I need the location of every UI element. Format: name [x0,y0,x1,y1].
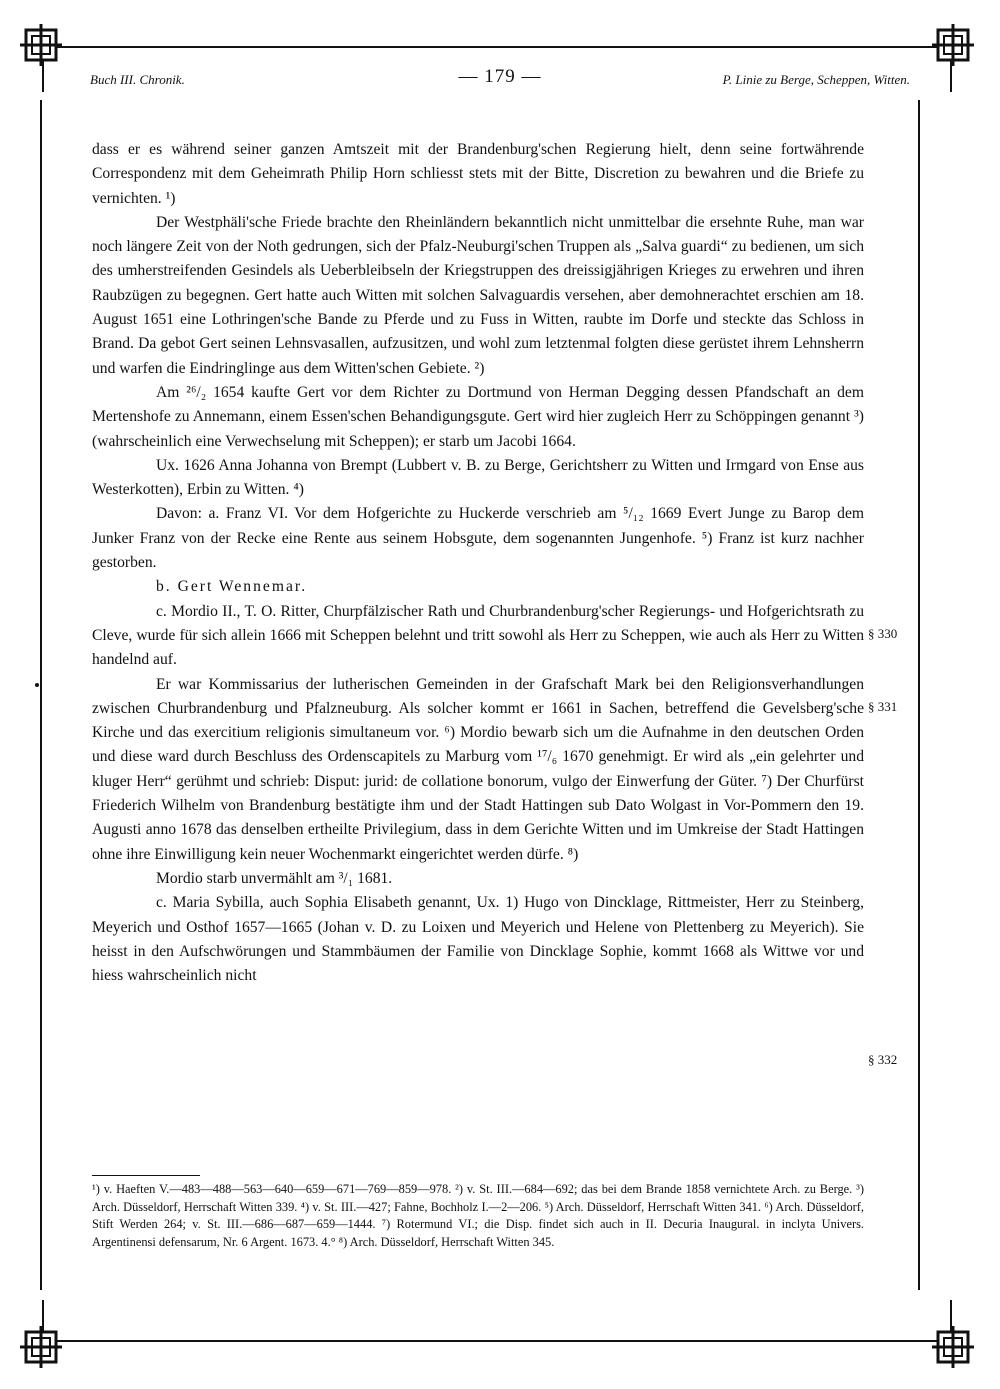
footnote-text: ¹) v. Haeften V.—483—488—563—640—659—671—769—859—978. ²) v. St. III.—684—692; das bei dem Brande 1858 vernichtete Arch. zu Berge. ³) Arch. Düsseldorf, Herrschaft Witten 339. ⁴) v. St. III.—427; Fahne, Bochholz I.—2—206. ⁵) Arch. Düsseldorf, Herrschaft Witten 341. ⁶) Arch. Düsseldorf, Stift Werden 264; v. St. III.—686—687—659—1444. ⁷) Rotermund VI.; die Disp. findet sich auch in II. Decuria Inaugural. in inclyta Univers. Argentinensi defensarum, Nr. 6 Argent. 1673. 4.° ⁸) Arch. Düsseldorf, Herrschaft Witten 345. [92,1182,864,1249]
frame-top-line [80,46,920,48]
frame-bottom-line [80,1340,920,1342]
page-number: — 179 — [458,66,542,87]
paragraph: Davon: a. Franz VI. Vor dem Hofgerichte zu Huckerde verschrieb am ⁵/₁₂ 1669 Evert Junge zu Barop dem Junker Franz von der Recke eine Rente aus seinem Hobsgute, dem sogenannten Jungenhofe. ⁵) Franz ist kurz nachher gestorben. [92,505,864,572]
footnote-rule [92,1175,200,1176]
running-header [90,66,910,90]
paragraph: Der Westphäli'sche Friede brachte den Rheinländern bekanntlich nicht unmittelbar die ersehnte Ruhe, man war noch längere Zeit von der Noth gedrungen, sich der Pfalz-Neuburgi'schen Truppen als „Salva guardi“ zu bedienen, um sich des umherstreifenden Gesindels als Ueberbleibseln der Kriegstruppen des dreissigjährigen Krieges zu erwehren und ihren Raubzügen zu begegnen. Gert hatte auch Witten mit solchen Salvaguardis versehen, aber demohnerachtet erschien am 18. August 1651 eine Lothringen'sche Bande zu Pferde und zu Fuss in Witten, raubte im Dorfe und steckte das Schloss in Brand. Da gebot Gert seinen Lehnsvasallen, aufzusitzen, und wohl zum letztenmal folgten diese gerüstet ihrem Lehnsherrn und warfen die Eindringlinge aus dem Witten'schen Gebiete. ²) [92,213,864,377]
footnotes [92,1181,864,1251]
main-text [92,138,864,988]
paragraph: Ux. 1626 Anna Johanna von Brempt (Lubbert v. B. zu Berge, Gerichtsherr zu Witten und Irmgard von Ense aus Westerkotten), Erbin zu Witten. ⁴) [92,456,864,499]
paragraph: Er war Kommissarius der lutherischen Gemeinden in der Grafschaft Mark bei den Religionsverhandlungen zwischen Churbrandenburg und Pfalzneuburg. Als solcher kommt er 1661 in Sachen, betreffend die Gevelsberg'sche Kirche und das exercitium religionis simultaneum vor. ⁶) Mordio bewarb sich um die Aufnahme in den deutschen Orden und diese ward durch Beschluss des Ordenscapitels zu Marburg vom ¹⁷/₆ 1670 genehmigt. Er wird als „ein gelehrter und kluger Herr“ gerühmt und schrieb: Disput: jurid: de collatione bonorum, vulgo der Einwerfung der Güter. ⁷) Der Churfürst Friederich Wilhelm von Brandenburg bestätigte ihm und der Stadt Hattingen sub Dato Wolgast in Vor-Pommern den 19. Augusti anno 1678 das denselben ertheilte Privilegium, dass in dem Gerichte Witten und im Umkreise der Stadt Hattingen ohne ihre Einwilligung kein neuer Wochenmarkt eingerichtet werden dürfe. ⁸) [92,675,864,863]
corner-ornament-bottom-right-icon [904,1298,976,1370]
paragraph: c. Maria Sybilla, auch Sophia Elisabeth genannt, Ux. 1) Hugo von Dincklage, Rittmeister, Herr zu Steinberg, Meyerich und Osthof 1657—1665 (Johan v. D. zu Loixen und Meyerich und Helene von Plettenberg zu Meyerich). Sie heisst in den Aufschwörungen und Stammbäumen der Familie von Dincklage Sophie, kommt 1668 als Wittwe vor und hiess wahrscheinlich nicht [92,894,864,985]
paragraph: Mordio starb unvermählt am ³/₁ 1681. [156,869,393,887]
frame-right-line [918,100,920,1290]
corner-ornament-top-left-icon [18,22,90,94]
paragraph: c. Mordio II., T. O. Ritter, Churpfälzischer Rath und Churbrandenburg'scher Regierungs- und Hofgerichtsrath zu Cleve, wurde für sich allein 1666 mit Scheppen belehnt und tritt sowohl als Herr zu Scheppen, wie auch als Herr zu Witten handelnd auf. [92,602,864,669]
section-mark: § 332 [868,1052,898,1067]
paragraph: Am ²⁶/₂ 1654 kaufte Gert vor dem Richter zu Dortmund von Herman Degging dessen Pfandschaft an dem Mertenshofe zu Annemann, einem Essen'schen Behandigungsgute. Gert wird hier zugleich Herr zu Schöppingen genannt ³) (wahrscheinlich eine Verwechselung mit Scheppen); er starb um Jacobi 1664. [92,383,864,450]
paragraph: dass er es während seiner ganzen Amtszeit mit der Brandenburg'schen Regierung hielt, denn seine fortwährende Correspondenz mit dem Geheimrath Philip Horn schliesst stets mit der Bitte, Discretion zu bewahren und die Briefe zu vernichten. ¹) [92,141,864,207]
section-mark: § 330 [868,626,898,641]
corner-ornament-bottom-left-icon [18,1298,90,1370]
paragraph: b. Gert Wennemar. [156,578,308,596]
margin-dot [35,683,39,687]
header-left: Buch III. Chronik. [90,72,185,87]
section-mark: § 331 [868,699,898,714]
frame-left-line [40,100,42,1290]
header-right: P. Linie zu Berge, Scheppen, Witten. [722,72,910,87]
corner-ornament-top-right-icon [904,22,976,94]
